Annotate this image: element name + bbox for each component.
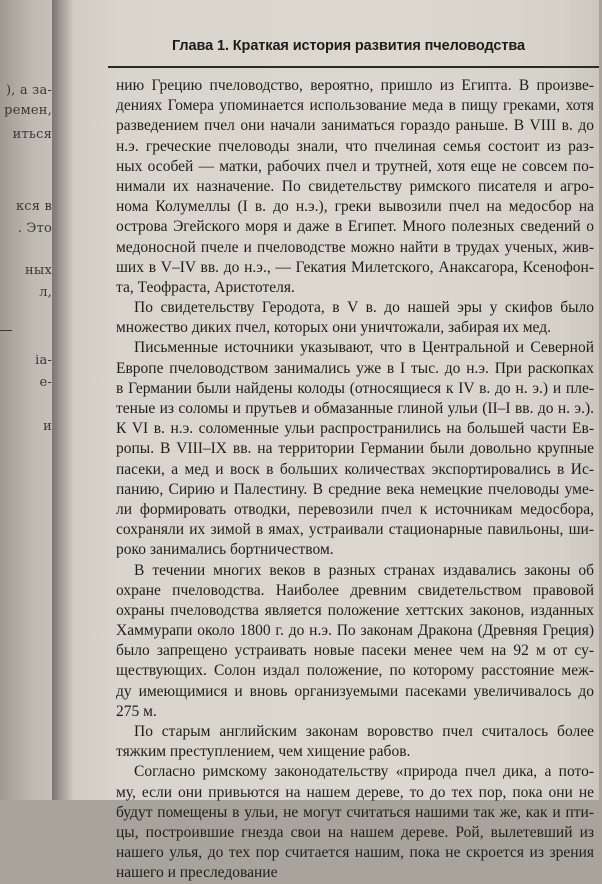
left-page-fragment: иться bbox=[12, 127, 52, 142]
text-line: в Германии были найдены колоды (относящиеся к IV в. до н. э.) и пле- bbox=[116, 379, 594, 397]
text-line: множество диких пчел, которых они уничтожали, забирая их мед. bbox=[116, 319, 551, 337]
paragraph bbox=[116, 762, 594, 883]
text-line: По старым английским законам воровство пчел считалось более bbox=[134, 723, 594, 740]
text-line: ных особей — матки, рабочих пчел и трутней, хотя еще не совсем по- bbox=[116, 157, 594, 175]
text-line: ропы. В VIII–IX вв. на территории Германии были довольно крупные bbox=[116, 440, 594, 458]
text-line: роко занимались бортничеством. bbox=[116, 541, 334, 559]
text-line: будут помещены в ульи, не могут считаться нашими так же, как и пти- bbox=[116, 803, 594, 821]
book-page bbox=[60, 0, 599, 882]
text-line: 275 м. bbox=[116, 702, 157, 720]
text-line: нию Грецию пчеловодство, вероятно, пришло из Египта. В произве- bbox=[116, 77, 594, 94]
header-rule bbox=[108, 66, 599, 68]
text-line: ществующих. Солон издал положение, по которому расстояние меж- bbox=[116, 662, 594, 680]
text-line: сохраняли их зимой в ямах, устраивали стационарные павильоны, ши- bbox=[116, 521, 594, 539]
text-line: ших в V–IV вв. до н.э., — Гекатия Милетского, Анаксагора, Ксенофон- bbox=[116, 258, 594, 276]
page-body bbox=[116, 76, 594, 884]
text-line: разведением пчел они начали заниматься гораздо раньше. В VIII в. до bbox=[116, 117, 594, 135]
paragraph bbox=[116, 76, 594, 298]
text-line: ду имеющимися и вновь организуемыми пасеками увеличивалось до bbox=[116, 682, 594, 700]
left-page-strip bbox=[0, 0, 58, 800]
paragraph bbox=[116, 561, 594, 723]
text-line: ли формировать отводки, перевозили пчел к источникам медосбора, bbox=[116, 500, 594, 518]
text-line: цы, построившие гнезда свои на нашем дереве. Рой, вылетевший из bbox=[116, 823, 594, 841]
text-line: нома Колумеллы (I в. до н.э.), греки вывозили пчел на медосбор на bbox=[116, 198, 594, 216]
text-line: нимали их назначение. По свидетельству римского писателя и агро- bbox=[116, 177, 594, 195]
text-line: тяжким преступлением, чем хищение рабов. bbox=[116, 743, 411, 761]
text-line: теные из соломы и прутьев и обмазанные глиной ульи (II–I вв. до н. э.). bbox=[116, 400, 594, 417]
left-page-fragment: ных bbox=[25, 263, 52, 278]
left-page-fragment: кся в bbox=[15, 199, 52, 214]
left-page-fragment: . Это bbox=[17, 221, 52, 236]
left-page-fragment: и bbox=[43, 419, 52, 434]
text-line: острова Эгейского моря и даже в Египет. Много полезных сведений о bbox=[116, 218, 594, 236]
left-page-fragment: ia- bbox=[35, 353, 52, 368]
text-line: та, Теофраста, Аристотеля. bbox=[116, 278, 295, 296]
text-line: дениях Гомера упоминается использование меда в пищу греками, хотя bbox=[116, 97, 594, 115]
text-line: панию, Сирию и Палестину. В средние века немецкие пчеловоды уме- bbox=[116, 480, 594, 498]
left-page-fragment: e- bbox=[39, 375, 52, 390]
left-page-fragment: ремен, bbox=[4, 103, 52, 118]
text-line: охране пчеловодства. Наиболее древним свидетельством правовой bbox=[116, 581, 594, 599]
text-line: было запрещено устраивать новые пасеки менее чем на 92 м от су- bbox=[116, 642, 594, 660]
paragraph bbox=[116, 298, 594, 338]
text-line: нашего и преследование bbox=[116, 864, 278, 882]
text-line: К VI в. н.э. соломенные ульи распространились на большей части Ев- bbox=[116, 420, 594, 438]
running-header: Глава 1. Краткая история развития пчеловодства bbox=[172, 38, 525, 54]
left-page-fragment: ), а за- bbox=[5, 83, 52, 98]
text-line: нашего улья, до тех пор считается нашим, пока не скроется из зрения bbox=[116, 844, 594, 862]
text-line: Хаммурапи около 1800 г. до н.э. По законам Дракона (Древняя Греция) bbox=[116, 622, 594, 640]
text-line: Европе пчеловодством занимались уже в I тыс. до н.э. При раскопках bbox=[116, 359, 594, 377]
text-line: пасеки, а мед и воск в больших количествах экспортировались в Ис- bbox=[116, 460, 594, 478]
text-line: В течении многих веков в разных странах издавались законы об bbox=[134, 561, 594, 579]
text-line: охраны пчеловодства является положение хеттских законов, изданных bbox=[116, 601, 594, 619]
left-page-fragment: л, bbox=[39, 285, 52, 300]
text-line: медоносной пчеле и пчеловодстве можно найти в трудах ученых, жив- bbox=[116, 238, 594, 256]
left-page-rule bbox=[0, 330, 12, 331]
paragraph bbox=[116, 338, 594, 560]
paragraph bbox=[116, 722, 594, 762]
text-line: По свидетельству Геродота, в V в. до нашей эры у скифов было bbox=[134, 299, 594, 317]
text-line: му, если они привьются на нашем дереве, то до тех пор, пока они не bbox=[116, 783, 594, 801]
text-line: Согласно римскому законодательству «природа пчел дика, а пото- bbox=[134, 763, 594, 781]
text-line: н.э. греческие пчеловоды знали, что пчелиная семья состоит из раз- bbox=[116, 137, 594, 155]
text-line: Письменные источники указывают, что в Центральной и Северной bbox=[134, 339, 594, 357]
